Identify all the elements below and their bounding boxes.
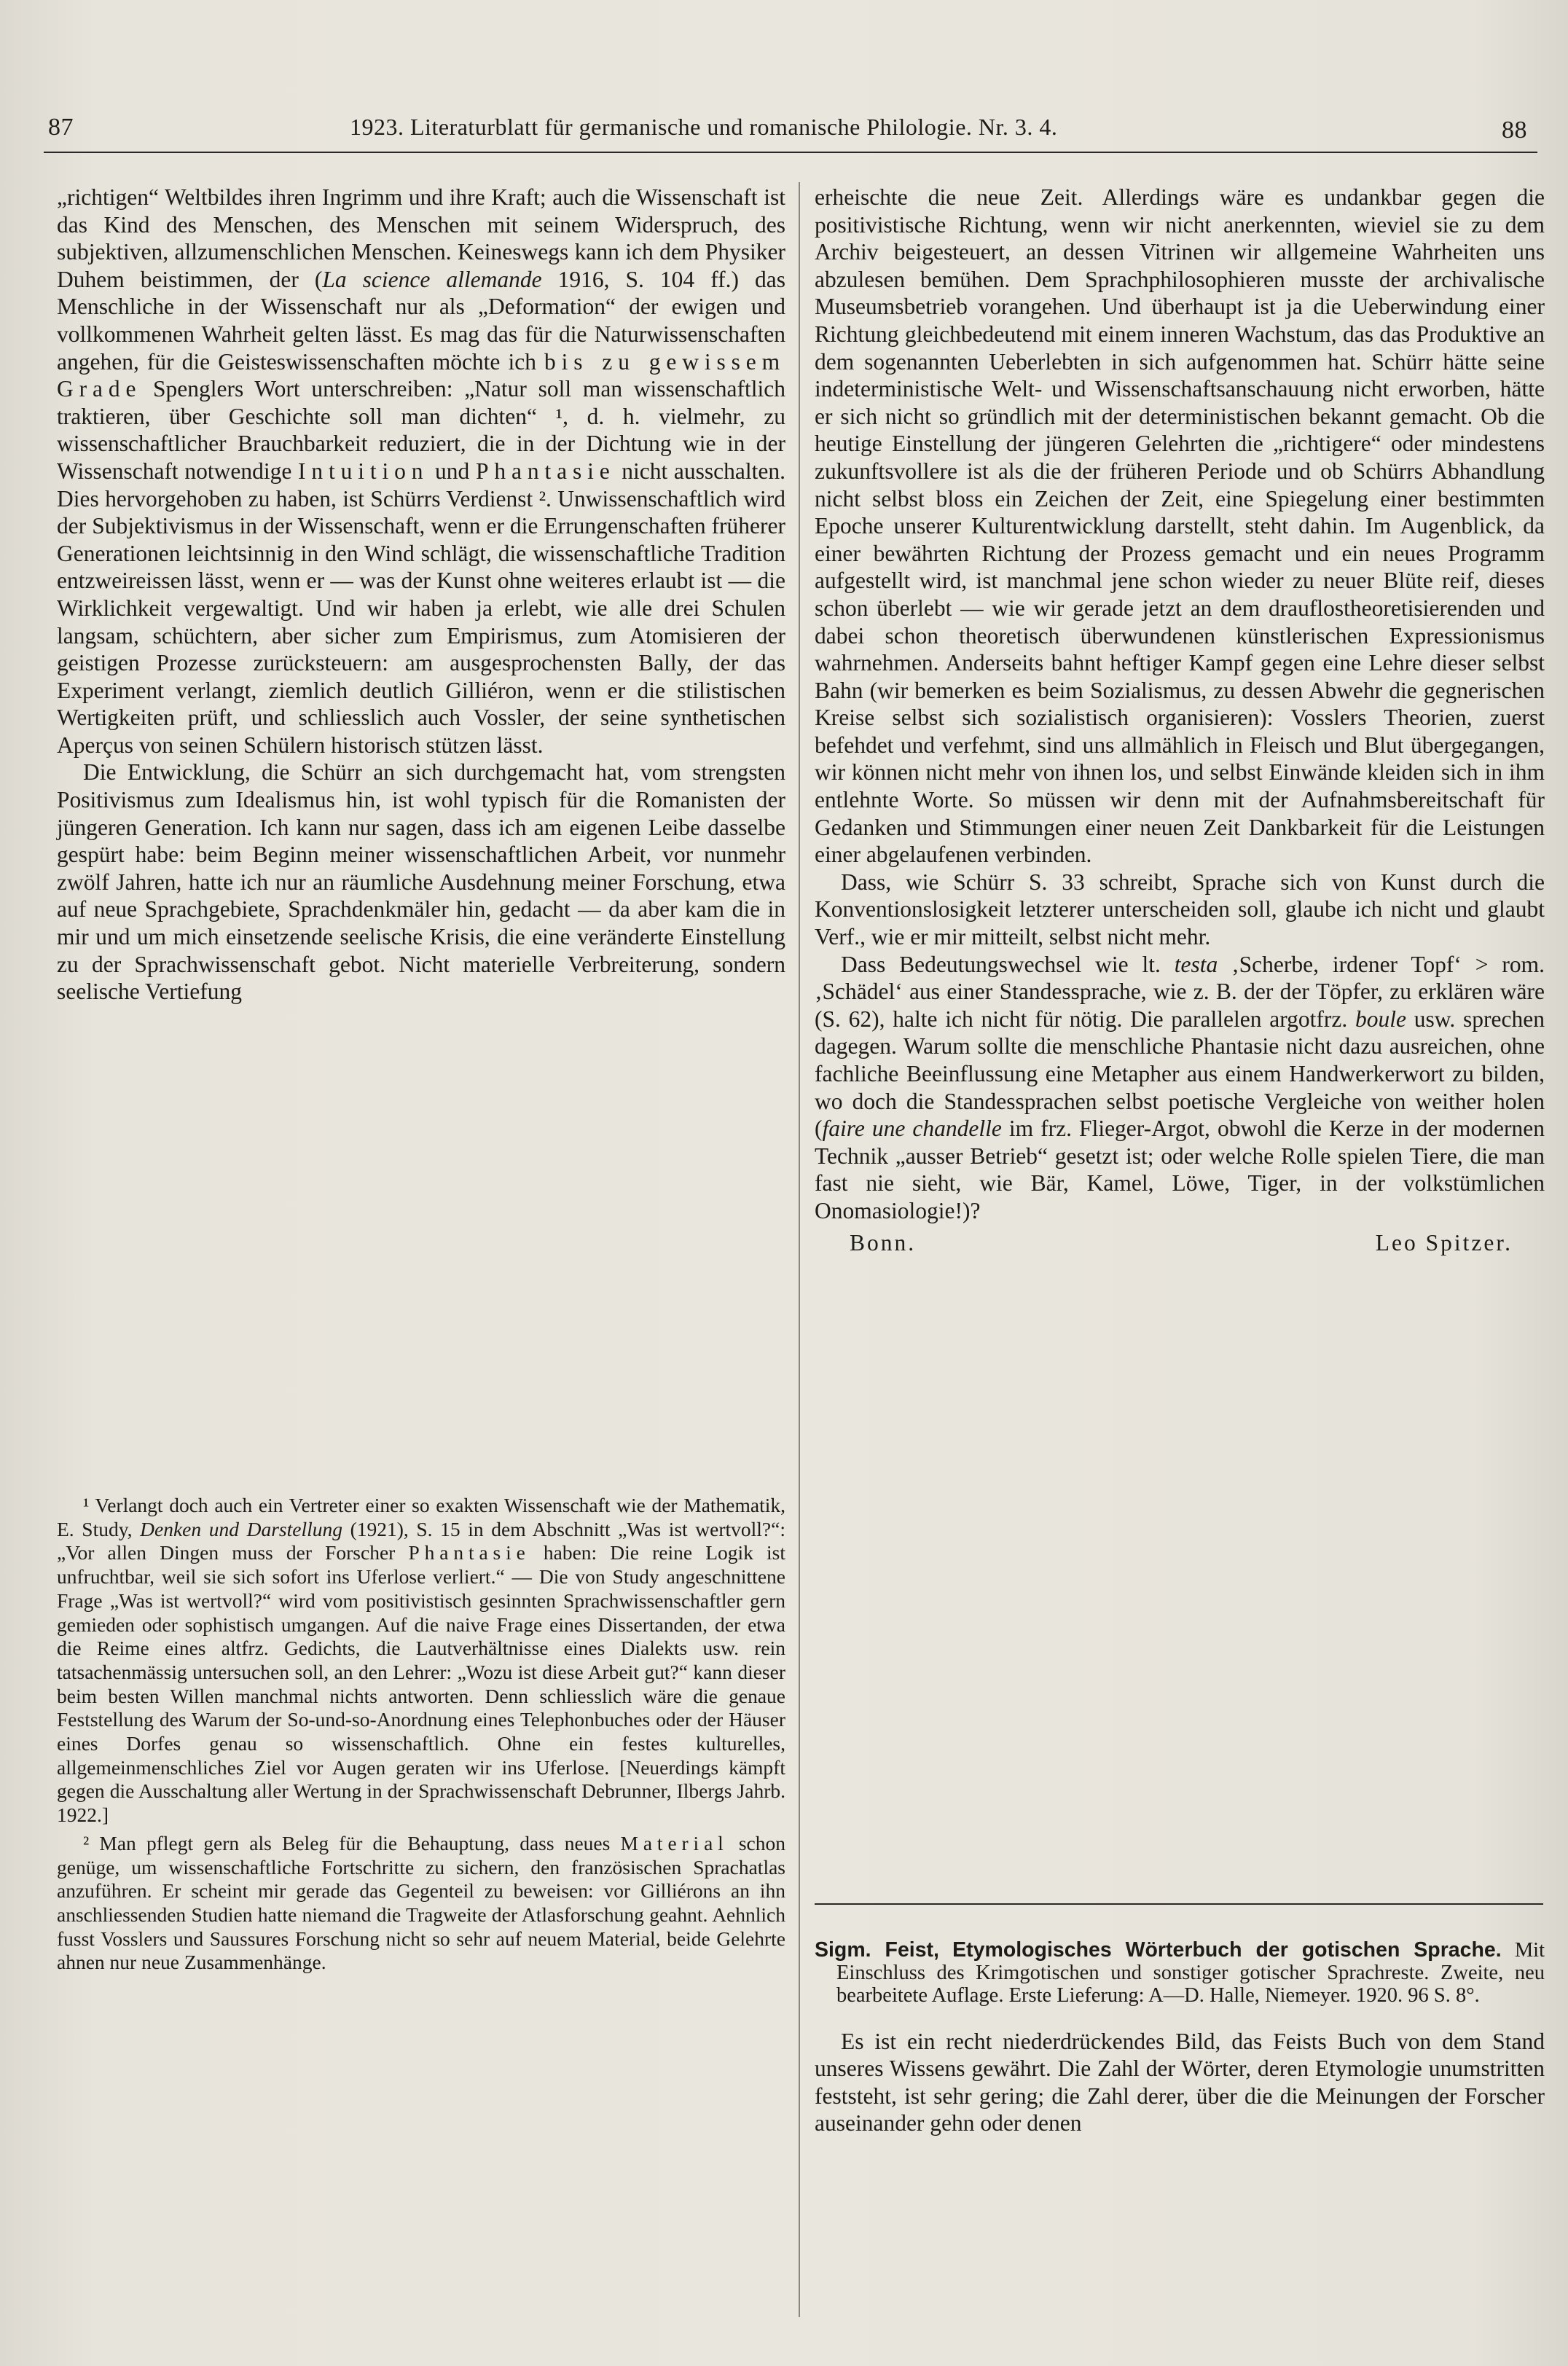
book-review <box>815 1918 1545 2160</box>
review-details: Mit Einschluss des Krimgotischen und sonstiger gotischer Sprachreste. Zweite, neu bearbeitete Auflage. Erste Lieferung: A—D. Halle, Niemeyer. 1920. 96 S. 8°. <box>836 1938 1545 2007</box>
left-paragraph-2: Die Entwicklung, die Schürr an sich durchgemacht hat, vom strengsten Positivismus zum Idealismus hin, ist wohl typisch für die Romanisten der jüngeren Generation. Ich kann nur sagen, dass ich am eigenen Leibe dasselbe gespürt habe: beim Beginn meiner wissenschaftlichen Arbeit, vor nunmehr zwölf Jahren, hatte ich nur an räumliche Ausdehnung meiner Forschung, etwa auf neue Sprachgebiete, Sprachdenkmäler hin, gedacht — da aber kam die in mir und um mich einsetzende seelische Krisis, die eine veränderte Einstellung zu der Sprachwissenschaft gebot. Nicht materielle Verbreiterung, sondern seelische Vertiefung <box>57 759 785 1005</box>
page-header <box>44 109 1530 150</box>
header-rule <box>44 152 1537 153</box>
review-body: Es ist ein recht niederdrückendes Bild, das Feists Buch von dem Stand unseres Wissens gewährt. Die Zahl der Wörter, deren Etymologie unumstritten feststeht, ist sehr gering; die Zahl derer, über die die Meinungen der Forscher auseinander gehn oder denen <box>815 2028 1545 2136</box>
footnote-1: ¹ Verlangt doch auch ein Vertreter einer so exakten Wissenschaft wie der Mathematik, E. Study, Denken und Darstellung (1921), S. 15 in dem Abschnitt „Was ist wertvoll?“: „Vor allen Dingen muss der Forscher Phantasie haben: Die reine Logik ist unfruchtbar, weil sie sich sofort ins Uferlose verliert.“ — Die von Study angeschnittene Frage „Was ist wertvoll?“ wird vom positivistisch gesinnten Sprachwissenschaftler gern gemieden oder sophistisch umgangen. Auf die naive Frage eines Dissertanden, der etwa die Reime eines altfrz. Gedichts, die Lautverhältnisse eines Dialekts usw. rein tatsachenmässig untersuchen soll, an den Lehrer: „Wozu ist diese Arbeit gut?“ kann dieser beim besten Willen manchmal nichts antworten. Denn schliesslich wäre die genaue Feststellung des Warum der So-und-so-Anordnung eines Telephonbuches oder der Häuser eines Dorfes genau so wissenschaftlich. Ohne ein festes kulturelles, allgemeinmenschliches Ziel vor Augen geraten wir ins Uferlose. [Neuerdings kämpft gegen die Ausschaltung aller Wertung in der Sprachwissenschaft Debrunner, Ilbergs Jahrb. 1922.] <box>57 1494 785 1827</box>
footnote-2: ² Man pflegt gern als Beleg für die Behauptung, dass neues Material schon genüge, um wissenschaftliche Fortschritte zu sichern, den französischen Sprachatlas anzuführen. Er scheint mir gerade das Gegenteil zu beweisen: vor Gilliérons an ihn anschliessenden Studien hatte niemand die Tragweite der Atlasforschung geahnt. Aehnlich fusst Vosslers und Saussures Forschung nicht so sehr auf neuem Material, beide Gelehrte ahnen nur neue Zusammenhänge. <box>57 1831 785 1974</box>
review-author: Sigm. Feist, <box>815 1938 939 1962</box>
running-title: 1923. Literaturblatt für germanische und romanische Philologie. Nr. 3. 4. <box>350 114 1058 140</box>
signature-name: Leo Spitzer. <box>1375 1229 1513 1256</box>
signature-line <box>815 1229 1545 1257</box>
footnotes <box>57 1494 785 1975</box>
review-separator <box>815 1903 1543 1905</box>
left-paragraph-1: „richtigen“ Weltbildes ihren Ingrimm und ihre Kraft; auch die Wissenschaft ist das Kind des Menschen, des Menschen mit seinem Widerspruch, des subjektiven, allzumenschlichen Menschen. Keineswegs kann ich dem Physiker Duhem beistimmen, der (La science allemande 1916, S. 104 ff.) das Menschliche in der Wissenschaft nur als „Deformation“ der ewigen und vollkommenen Wahrheit gelten lässt. Es mag das für die Naturwissenschaften angehen, für die Geisteswissenschaften möchte ich bis zu gewissem Grade Spenglers Wort unterschreiben: „Natur soll man wissenschaftlich traktieren, über Geschichte soll man dichten“ ¹, d. h. vielmehr, zu wissenschaftlicher Brauchbarkeit reduziert, die in der Dichtung wie in der Wissenschaft notwendige Intuition und Phantasie nicht ausschalten. Dies hervorgehoben zu haben, ist Schürrs Verdienst ². Unwissenschaftlich wird der Subjektivismus in der Wissenschaft, wenn er die Errungenschaften früherer Generationen leichtsinnig in den Wind schlägt, die wissenschaftliche Tradition entzweireissen lässt, wenn er — was der Kunst ohne weiteres erlaubt ist — die Wirklichkeit vergewaltigt. Und wir haben ja erlebt, wie alle drei Schulen langsam, schüchtern, aber sicher zum Empirismus, zum Atomisieren der geistigen Prozesse zurücksteuern: am ausgesprochensten Bally, der das Experiment verlangt, ziemlich deutlich Gilliéron, wenn er die stilistischen Wertigkeiten prüft, und schliesslich auch Vossler, der seine synthetischen Aperçus von seinen Schülern historisch stützen lässt. <box>57 184 785 758</box>
right-column <box>815 184 1545 1256</box>
right-paragraph-2: Dass, wie Schürr S. 33 schreibt, Sprache sich von Kunst durch die Konventionslosigkeit letzterer unterscheiden soll, glaube ich nicht und glaubt Verf., wie er mir mitteilt, selbst nicht mehr. <box>815 869 1545 950</box>
review-bibliography <box>815 1939 1545 2007</box>
column-divider <box>799 182 800 2317</box>
page-number-right: 88 <box>1502 117 1527 144</box>
page-number-left: 87 <box>48 114 74 141</box>
right-paragraph-3: Dass Bedeutungswechsel wie lt. testa ‚Scherbe, irdener Topf‘ > rom. ‚Schädel‘ aus einer Standessprache, wie z. B. der der Töpfer, zu erklären wäre (S. 62), halte ich nicht für nötig. Die parallelen argotfrz. boule usw. sprechen dagegen. Warum sollte die menschliche Phantasie nicht dazu ausreichen, ohne fachliche Beeinflussung eine Metapher aus einem Handwerkerwort zu bilden, wo doch die Standessprachen selbst poetische Vergleiche von weither holen (faire une chandelle im frz. Flieger-Argot, obwohl die Kerze in der modernen Technik „ausser Betrieb“ gesetzt ist; oder welche Rolle spielen Tiere, die man fast nie sieht, wie Bär, Kamel, Löwe, Tiger, in der volkstümlichen Onomasiologie!)? <box>815 951 1545 1223</box>
signature-place: Bonn. <box>850 1229 917 1256</box>
review-title: Etymologisches Wörterbuch der gotischen Sprache. <box>952 1938 1502 1962</box>
right-paragraph-1: erheischte die neue Zeit. Allerdings wäre es undankbar gegen die positivistische Richtung, wenn wir nicht anerkennten, wieviel sie zu dem Archiv beigesteuert, an dessen Vitrinen wir allgemeine Wahrheiten uns abzulesen bemühen. Dem Sprachphilosophieren musste der archivalische Museumsbetrieb vorangehen. Und überhaupt ist ja die Ueberwindung einer Richtung gleichbedeutend mit einem inneren Wachstum, das das Produktive an dem sogenannten Ueberlebten in sich aufgenommen hat. Schürr hätte seine indeterministische Welt- und Wissenschaftsanschauung nicht erworben, hätte er sich nicht so gründlich mit der deterministischen bekannt gemacht. Ob die heutige Einstellung der jüngeren Gelehrten die „richtigere“ oder mindestens zukunftsvollere ist als die der früheren Periode und ob Schürrs Abhandlung nicht selbst bloss ein Zeichen der Zeit, eine Spiegelung einer bestimmten Epoche unserer Kulturentwicklung darstellt, steht dahin. Im Augenblick, da einer bewährten Richtung der Prozess gemacht und ein neues Programm aufgestellt wird, ist manchmal jene schon wieder zu neuer Blüte reif, dieses schon überlebt — wie wir gerade jetzt an dem drauflostheoretisierenden und dabei schon theoretisch überwundenen künstlerischen Expressionismus wahrnehmen. Anderseits bahnt heftiger Kampf gegen eine Lehre dieser selbst Bahn (wir bemerken es beim Sozialismus, zu dessen Abwehr die gegnerischen Kreise selbst sich sozialistisch organisieren): Vosslers Theorien, zuerst befehdet und verfehmt, sind uns allmählich in Fleisch und Blut übergegangen, wir können nicht mehr von ihnen los, und selbst Einwände kleiden sich in ihm entlehnte Worte. So müssen wir denn mit der Aufnahmsbereitschaft für Gedanken und Stimmungen einer neuen Zeit Dankbarkeit für die Leistungen einer abgelaufenen verbinden. <box>815 184 1545 868</box>
left-column <box>57 184 785 1006</box>
